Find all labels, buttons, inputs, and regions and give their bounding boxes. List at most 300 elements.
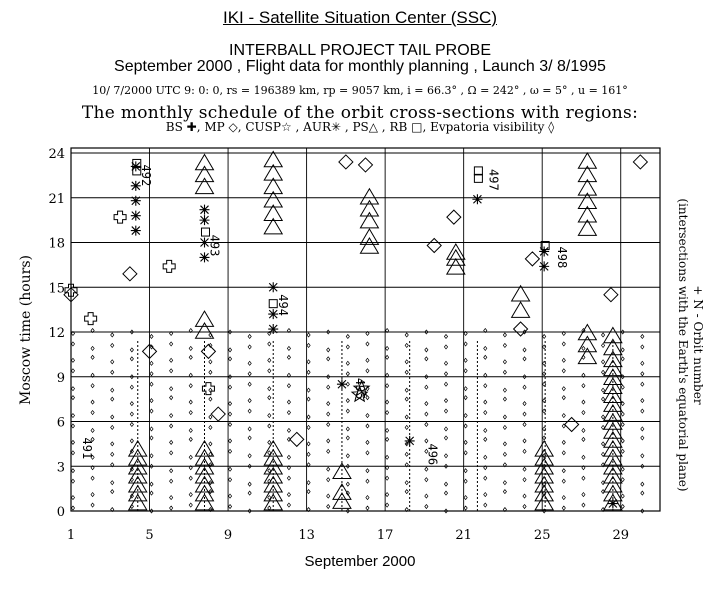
evpatoria-visibility-mark [444,409,447,413]
secondary-axis-label [675,198,705,491]
orbit-parameters: 10/ 7/2000 UTC 9: 0: 0, rs = 196389 km, rp = 9057 km, i = 66.3° , Ω = 242° , ω = 5° , u = 161° [92,84,628,97]
y-tick-label: 3 [56,460,65,476]
ps-marker [196,311,214,326]
evpatoria-visibility-mark [503,452,506,456]
y-tick-label: 15 [48,281,65,297]
evpatoria-visibility-mark [189,437,192,441]
y-tick-label: 0 [56,505,65,520]
evpatoria-visibility-mark [621,439,624,443]
evpatoria-visibility-mark [111,360,114,364]
evpatoria-visibility-mark [464,387,467,391]
evpatoria-visibility-mark [641,399,644,403]
evpatoria-visibility-mark [405,370,408,374]
evpatoria-visibility-mark [582,346,585,350]
evpatoria-visibility-mark [327,478,330,482]
evpatoria-visibility-mark [111,388,114,392]
evpatoria-visibility-mark [91,346,94,350]
ps-marker [447,250,465,265]
evpatoria-visibility-mark [150,372,153,376]
aur-marker [131,226,141,236]
evpatoria-visibility-mark [641,482,644,486]
evpatoria-visibility-mark [346,409,349,413]
evpatoria-visibility-mark [366,496,369,500]
evpatoria-visibility-mark [248,399,251,403]
evpatoria-visibility-mark [287,493,290,497]
evpatoria-visibility-mark [621,478,624,482]
evpatoria-visibility-mark [228,478,231,482]
y-tick-label: 12 [48,326,65,341]
x-tick-label: 1 [66,528,76,543]
evpatoria-visibility-mark [582,428,585,432]
evpatoria-visibility-mark [170,414,173,418]
x-tick-label: 9 [223,528,233,543]
evpatoria-visibility-mark [366,424,369,428]
evpatoria-visibility-mark [71,369,74,373]
evpatoria-visibility-mark [189,400,192,404]
equatorial-intersections-label: (intersections with the Earth's equatorial plane) [676,198,690,492]
rb-marker [474,174,482,182]
evpatoria-visibility-mark [523,348,526,352]
evpatoria-visibility-mark [170,424,173,428]
evpatoria-visibility-mark [209,442,212,446]
evpatoria-visibility-mark [307,490,310,494]
evpatoria-visibility-mark [150,436,153,440]
evpatoria-visibility-mark [71,496,74,500]
evpatoria-visibility-mark [425,439,428,443]
evpatoria-visibility-mark [444,482,447,486]
evpatoria-visibility-mark [71,506,74,510]
x-tick-label: 25 [533,528,551,543]
evpatoria-visibility-mark [366,369,369,373]
y-tick-label: 9 [56,370,65,386]
evpatoria-visibility-mark [503,360,506,364]
project-name: INTERBALL PROJECT TAIL PROBE [229,42,491,59]
rb-marker [474,167,482,175]
evpatoria-visibility-mark [582,400,585,404]
evpatoria-visibility-mark [248,334,251,338]
flight-data-line: September 2000 , Flight data for monthly planning , Launch 3/ 8/1995 [114,58,606,75]
evpatoria-visibility-mark [346,345,349,349]
evpatoria-visibility-mark [464,440,467,444]
evpatoria-visibility-mark [366,342,369,346]
evpatoria-visibility-mark [601,415,604,419]
evpatoria-visibility-mark [621,494,624,498]
evpatoria-visibility-mark [464,342,467,346]
evpatoria-visibility-mark [346,482,349,486]
mp-marker [123,267,137,281]
evpatoria-visibility-mark [327,402,330,406]
evpatoria-visibility-mark [366,358,369,362]
evpatoria-visibility-mark [444,399,447,403]
evpatoria-visibility-mark [111,481,114,485]
evpatoria-visibility-mark [484,384,487,388]
evpatoria-visibility-mark [170,479,173,483]
y-tick-label: 24 [48,147,65,162]
evpatoria-visibility-mark [503,333,506,337]
evpatoria-visibility-mark [111,343,114,347]
evpatoria-visibility-mark [621,357,624,361]
evpatoria-visibility-mark [523,412,526,416]
ps-marker [512,302,530,317]
chart-title: The monthly schedule of the orbit cross-sections with regions: [81,103,639,123]
evpatoria-visibility-mark [582,493,585,497]
evpatoria-visibility-mark [484,411,487,415]
evpatoria-visibility-mark [228,439,231,443]
evpatoria-visibility-mark [385,503,388,507]
y-tick-label: 6 [56,415,65,431]
evpatoria-visibility-mark [425,422,428,426]
aur-marker [472,194,482,204]
aur-marker [268,282,278,292]
evpatoria-visibility-mark [111,425,114,429]
evpatoria-visibility-mark [601,397,604,401]
evpatoria-visibility-mark [405,415,408,419]
evpatoria-visibility-mark [248,361,251,365]
evpatoria-visibility-mark [170,358,173,362]
evpatoria-visibility-mark [248,454,251,458]
evpatoria-visibility-mark [346,334,349,338]
evpatoria-visibility-mark [484,346,487,350]
aur-marker [200,215,210,225]
evpatoria-visibility-mark [228,449,231,453]
evpatoria-visibility-mark [601,442,604,446]
evpatoria-visibility-mark [111,333,114,337]
evpatoria-visibility-mark [248,345,251,349]
evpatoria-visibility-mark [268,414,271,418]
evpatoria-visibility-mark [287,384,290,388]
aur-marker [131,211,141,221]
evpatoria-visibility-mark [366,506,369,510]
evpatoria-visibility-mark [425,402,428,406]
evpatoria-visibility-mark [71,414,74,418]
evpatoria-visibility-mark [484,355,487,359]
evpatoria-visibility-mark [189,384,192,388]
bs-marker [202,383,214,395]
evpatoria-visibility-mark [170,369,173,373]
evpatoria-visibility-mark [228,348,231,352]
ps-marker [360,189,378,204]
evpatoria-visibility-mark [346,361,349,365]
evpatoria-visibility-mark [425,348,428,352]
evpatoria-visibility-mark [150,382,153,386]
evpatoria-visibility-mark [91,503,94,507]
evpatoria-visibility-mark [307,343,310,347]
evpatoria-visibility-mark [189,503,192,507]
evpatoria-visibility-mark [209,370,212,374]
evpatoria-visibility-mark [425,357,428,361]
evpatoria-visibility-mark [366,440,369,444]
mp-marker [565,417,579,431]
evpatoria-visibility-mark [503,397,506,401]
evpatoria-visibility-mark [307,360,310,364]
evpatoria-visibility-mark [111,397,114,401]
evpatoria-visibility-mark [425,412,428,416]
evpatoria-visibility-mark [503,490,506,494]
evpatoria-visibility-mark [71,387,74,391]
evpatoria-visibility-mark [327,467,330,471]
evpatoria-visibility-mark [562,342,565,346]
evpatoria-visibility-mark [228,412,231,416]
evpatoria-visibility-mark [248,427,251,431]
evpatoria-visibility-mark [189,493,192,497]
aur-marker [337,379,347,389]
evpatoria-visibility-mark [170,440,173,444]
evpatoria-visibility-mark [346,372,349,376]
evpatoria-visibility-mark [268,387,271,391]
evpatoria-visibility-mark [170,506,173,510]
evpatoria-visibility-mark [503,425,506,429]
evpatoria-visibility-mark [425,478,428,482]
mp-marker [339,155,353,169]
evpatoria-visibility-mark [170,496,173,500]
evpatoria-visibility-mark [170,396,173,400]
evpatoria-visibility-mark [385,400,388,404]
evpatoria-visibility-mark [405,343,408,347]
evpatoria-visibility-mark [464,358,467,362]
evpatoria-visibility-mark [385,355,388,359]
evpatoria-visibility-mark [150,427,153,431]
evpatoria-visibility-mark [405,333,408,337]
evpatoria-visibility-mark [150,334,153,338]
evpatoria-visibility-mark [582,437,585,441]
evpatoria-visibility-mark [91,384,94,388]
evpatoria-visibility-mark [327,348,330,352]
evpatoria-visibility-mark [582,411,585,415]
plot-frame [71,148,660,511]
evpatoria-visibility-mark [385,437,388,441]
evpatoria-visibility-mark [484,476,487,480]
page-title: IKI - Satellite Situation Center (SSC) [222,8,497,27]
ps-marker [196,166,214,181]
evpatoria-visibility-mark [641,345,644,349]
evpatoria-visibility-mark [641,409,644,413]
evpatoria-visibility-mark [228,385,231,389]
evpatoria-visibility-mark [503,442,506,446]
evpatoria-visibility-mark [228,357,231,361]
evpatoria-visibility-mark [228,422,231,426]
evpatoria-visibility-mark [130,412,133,416]
evpatoria-visibility-mark [228,467,231,471]
evpatoria-visibility-mark [91,400,94,404]
evpatoria-visibility-mark [562,469,565,473]
evpatoria-visibility-mark [268,358,271,362]
evpatoria-visibility-mark [621,348,624,352]
evpatoria-visibility-mark [444,427,447,431]
evpatoria-visibility-mark [503,481,506,485]
evpatoria-visibility-mark [150,361,153,365]
evpatoria-visibility-mark [228,402,231,406]
evpatoria-visibility-mark [621,449,624,453]
orbit-number-label: + N - Orbit number [691,285,705,405]
evpatoria-visibility-mark [641,454,644,458]
evpatoria-visibility-mark [71,424,74,428]
evpatoria-visibility-mark [189,428,192,432]
evpatoria-visibility-mark [464,414,467,418]
evpatoria-visibility-mark [248,491,251,495]
evpatoria-visibility-mark [641,361,644,365]
x-tick-label: 13 [298,528,315,543]
orbit-number-label: 497 [486,169,501,191]
evpatoria-visibility-mark [621,467,624,471]
evpatoria-visibility-mark [346,436,349,440]
evpatoria-visibility-mark [189,346,192,350]
evpatoria-visibility-mark [444,382,447,386]
evpatoria-visibility-mark [71,358,74,362]
evpatoria-visibility-mark [562,451,565,455]
evpatoria-visibility-mark [327,439,330,443]
evpatoria-visibility-mark [405,388,408,392]
evpatoria-visibility-mark [189,476,192,480]
evpatoria-visibility-mark [523,439,526,443]
aur-marker [405,436,415,446]
evpatoria-visibility-mark [327,422,330,426]
ps-marker [196,178,214,193]
evpatoria-visibility-mark [484,503,487,507]
evpatoria-visibility-mark [582,384,585,388]
evpatoria-visibility-mark [444,372,447,376]
evpatoria-visibility-mark [385,428,388,432]
evpatoria-visibility-mark [111,490,114,494]
evpatoria-visibility-mark [621,505,624,509]
orbit-number-label: 494 [276,294,291,316]
evpatoria-visibility-mark [444,361,447,365]
ps-marker [604,327,622,342]
evpatoria-visibility-mark [464,469,467,473]
x-tick-label: 29 [612,528,630,543]
evpatoria-visibility-mark [307,442,310,446]
evpatoria-visibility-mark [111,442,114,446]
mp-marker [359,158,373,172]
evpatoria-visibility-mark [189,411,192,415]
evpatoria-visibility-mark [71,440,74,444]
evpatoria-visibility-mark [484,455,487,459]
evpatoria-visibility-mark [385,346,388,350]
evpatoria-visibility-mark [287,503,290,507]
evpatoria-visibility-mark [268,424,271,428]
evpatoria-visibility-mark [444,491,447,495]
evpatoria-visibility-mark [523,505,526,509]
mp-marker [604,288,618,302]
evpatoria-visibility-mark [444,345,447,349]
x-tick-label: 17 [376,528,394,543]
evpatoria-visibility-mark [405,397,408,401]
evpatoria-visibility-mark [582,476,585,480]
evpatoria-visibility-mark [327,385,330,389]
evpatoria-visibility-mark [130,439,133,443]
evpatoria-visibility-mark [523,449,526,453]
evpatoria-visibility-mark [91,476,94,480]
bs-marker [114,211,126,223]
x-tick-label: 21 [455,528,472,543]
y-tick-label: 18 [48,236,65,252]
evpatoria-visibility-mark [307,397,310,401]
evpatoria-visibility-mark [601,360,604,364]
evpatoria-visibility-mark [307,370,310,374]
evpatoria-visibility-mark [307,452,310,456]
mp-marker [525,252,539,266]
evpatoria-visibility-mark [150,409,153,413]
evpatoria-visibility-mark [562,496,565,500]
evpatoria-visibility-mark [366,469,369,473]
evpatoria-visibility-mark [523,467,526,471]
evpatoria-visibility-mark [287,428,290,432]
evpatoria-visibility-mark [248,409,251,413]
evpatoria-visibility-mark [621,422,624,426]
evpatoria-visibility-mark [307,425,310,429]
mp-marker [290,432,304,446]
evpatoria-visibility-mark [209,360,212,364]
evpatoria-visibility-mark [464,506,467,510]
evpatoria-visibility-mark [543,334,546,338]
x-axis-label: September 2000 [304,553,416,570]
evpatoria-visibility-mark [523,402,526,406]
evpatoria-visibility-mark [307,415,310,419]
evpatoria-visibility-mark [464,451,467,455]
evpatoria-visibility-mark [464,369,467,373]
evpatoria-visibility-mark [366,414,369,418]
evpatoria-visibility-mark [385,411,388,415]
evpatoria-visibility-mark [523,494,526,498]
evpatoria-visibility-mark [562,414,565,418]
evpatoria-visibility-mark [268,440,271,444]
ps-marker [512,286,530,301]
evpatoria-visibility-mark [228,505,231,509]
evpatoria-visibility-mark [385,455,388,459]
evpatoria-visibility-mark [385,476,388,480]
evpatoria-visibility-mark [385,384,388,388]
evpatoria-visibility-mark [444,454,447,458]
evpatoria-visibility-mark [503,388,506,392]
evpatoria-visibility-mark [91,493,94,497]
evpatoria-visibility-mark [170,469,173,473]
evpatoria-visibility-mark [346,454,349,458]
evpatoria-visibility-mark [130,385,133,389]
evpatoria-visibility-mark [209,425,212,429]
evpatoria-visibility-mark [91,428,94,432]
evpatoria-visibility-mark [562,440,565,444]
evpatoria-visibility-mark [444,334,447,338]
evpatoria-visibility-mark [562,396,565,400]
evpatoria-visibility-mark [71,451,74,455]
evpatoria-visibility-mark [71,479,74,483]
evpatoria-visibility-mark [189,355,192,359]
evpatoria-visibility-mark [209,415,212,419]
evpatoria-visibility-mark [523,422,526,426]
evpatoria-visibility-mark [327,412,330,416]
evpatoria-visibility-mark [562,358,565,362]
orbit-number-label: 498 [554,246,569,269]
evpatoria-visibility-mark [464,496,467,500]
aur-marker [200,205,210,215]
evpatoria-visibility-mark [385,493,388,497]
aur-marker [608,499,618,509]
evpatoria-visibility-mark [425,385,428,389]
evpatoria-visibility-mark [503,415,506,419]
evpatoria-visibility-mark [150,454,153,458]
bs-marker [163,260,175,272]
evpatoria-visibility-mark [503,343,506,347]
evpatoria-visibility-mark [484,493,487,497]
evpatoria-visibility-mark [170,387,173,391]
evpatoria-visibility-mark [405,490,408,494]
evpatoria-visibility-mark [307,333,310,337]
evpatoria-visibility-mark [562,369,565,373]
evpatoria-visibility-mark [71,396,74,400]
evpatoria-visibility-mark [562,479,565,483]
evpatoria-visibility-mark [641,334,644,338]
evpatoria-visibility-mark [405,452,408,456]
evpatoria-visibility-mark [641,436,644,440]
